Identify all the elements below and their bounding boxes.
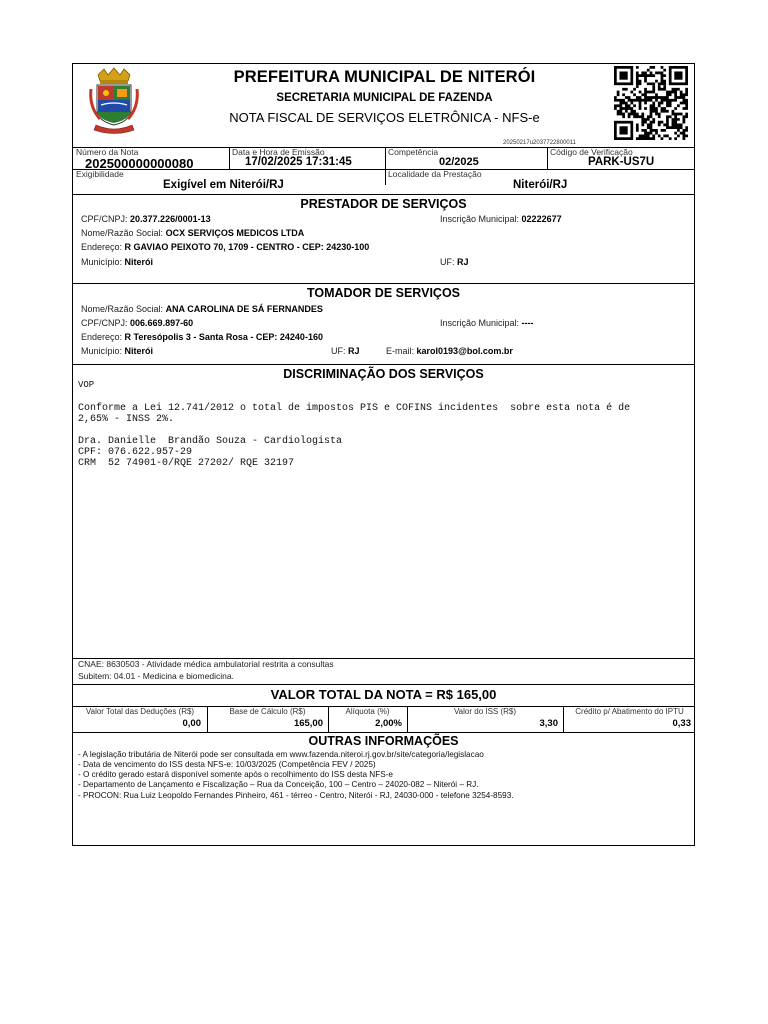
cnae: CNAE: 8630503 - Atividade médica ambulatorial restrita a consultas [78,659,334,669]
prestador-im: Inscrição Municipal: 02222677 [440,214,562,224]
header-title: PREFEITURA MUNICIPAL DE NITERÓI [233,68,536,86]
localidade: Niterói/RJ [513,179,568,191]
header-doc-title: NOTA FISCAL DE SERVIÇOS ELETRÔNICA - NFS-e [229,110,540,125]
credito-iptu-label: Crédito p/ Abatimento do IPTU [575,707,684,716]
tomador-razao: Nome/Razão Social: ANA CAROLINA DE SÁ FERNANDES [81,304,323,314]
localidade-label: Localidade da Prestação [388,169,482,179]
credito-iptu-value: 0,33 [672,718,691,729]
tomador-title: TOMADOR DE SERVIÇOS [306,286,461,300]
tomador-municipio: Município: Niterói [81,346,154,356]
base-calculo-value: 165,00 [293,718,323,729]
data-emissao-label: Data e Hora de Emissão [232,147,325,157]
verification-string: 20250217u2037722800011 [503,140,576,146]
discriminacao-line-2: Conforme a Lei 12.741/2012 o total de impostos PIS e COFINS incidentes sobre esta nota é de [78,403,631,414]
nfse-document [72,63,695,846]
outras-line-1: - A legislação tributária de Niterói pode ser consultada em www.fazenda.niteroi.rj.gov.br/site/categoria/legislacao [78,750,484,759]
deducoes-label: Valor Total das Deduções (R$) [85,707,195,716]
prestador-razao: Nome/Razão Social: OCX SERVIÇOS MEDICOS LTDA [81,228,305,238]
prestador-uf: UF: RJ [440,257,469,267]
valor-total: VALOR TOTAL DA NOTA = R$ 165,00 [270,687,497,702]
competencia: 02/2025 [439,156,479,168]
subitem: Subitem: 04.01 - Medicina e biomedicina. [78,671,234,681]
exigibilidade-label: Exigibilidade [76,169,124,179]
tomador-endereco: Endereço: R Teresópolis 3 - Santa Rosa - CEP: 24240-160 [81,332,323,342]
discriminacao-line-6: CRM 52 74901-0/RQE 27202/ RQE 32197 [78,458,295,469]
numero-label: Número da Nota [76,147,139,157]
competencia-label: Competência [388,147,439,157]
discriminacao-line-4: Dra. Danielle Brandão Souza - Cardiologista [78,436,343,447]
header-subtitle: SECRETARIA MUNICIPAL DE FAZENDA [276,92,493,104]
outras-line-2: - Data de vencimento do ISS desta NFS-e: 10/03/2025 (Competência FEV / 2025) [78,760,376,769]
tomador-im: Inscrição Municipal: ---- [440,318,534,328]
aliquota-label: Alíquota (%) [345,707,390,716]
tomador-uf: UF: RJ [331,346,360,356]
prestador-endereco: Endereço: R GAVIAO PEIXOTO 70, 1709 - CENTRO - CEP: 24230-100 [81,242,370,252]
data-emissao: 17/02/2025 17:31:45 [245,156,352,168]
deducoes-value: 0,00 [182,718,201,729]
codigo-verificacao: PARK-US7U [588,156,655,168]
outras-line-4: - Departamento de Lançamento e Fiscalização – Rua da Conceição, 100 – Centro – 24020-082 – Niterói – RJ. [78,780,479,789]
outras-title: OUTRAS INFORMAÇÕES [308,734,459,748]
codigo-verificacao-label: Código de Verificação [550,147,633,157]
outras-line-5: - PROCON: Rua Luiz Leopoldo Fernandes Pinheiro, 461 - térreo - Centro, Niterói - RJ, 24030-000 - telefone 3254-8593. [78,791,514,800]
prestador-title: PRESTADOR DE SERVIÇOS [300,197,467,211]
iss-label: Valor do ISS (R$) [453,707,517,716]
outras-line-3: - O crédito gerado estará disponível somente após o recolhimento do ISS desta NFS-e [78,770,393,779]
tomador-cpf: CPF/CNPJ: 006.669.897-60 [81,318,194,328]
discriminacao-line-5: CPF: 076.622.957-29 [78,447,193,458]
iss-value: 3,30 [539,718,558,729]
qr-code-icon [610,66,692,140]
prestador-municipio: Município: Niterói [81,257,154,267]
discriminacao-title: DISCRIMINAÇÃO DOS SERVIÇOS [283,367,484,381]
tomador-email: E-mail: karol0193@bol.com.br [386,346,513,356]
numero-nota: 202500000000080 [85,156,194,171]
aliquota-value: 2,00% [375,718,402,729]
base-calculo-label: Base de Cálculo (R$) [229,707,306,716]
discriminacao-line-1: VOP [78,380,95,390]
exigibilidade: Exigível em Niterói/RJ [163,179,284,191]
discriminacao-line-3: 2,65% - INSS 2%. [78,414,175,425]
prestador-cpf: CPF/CNPJ: 20.377.226/0001-13 [81,214,211,224]
